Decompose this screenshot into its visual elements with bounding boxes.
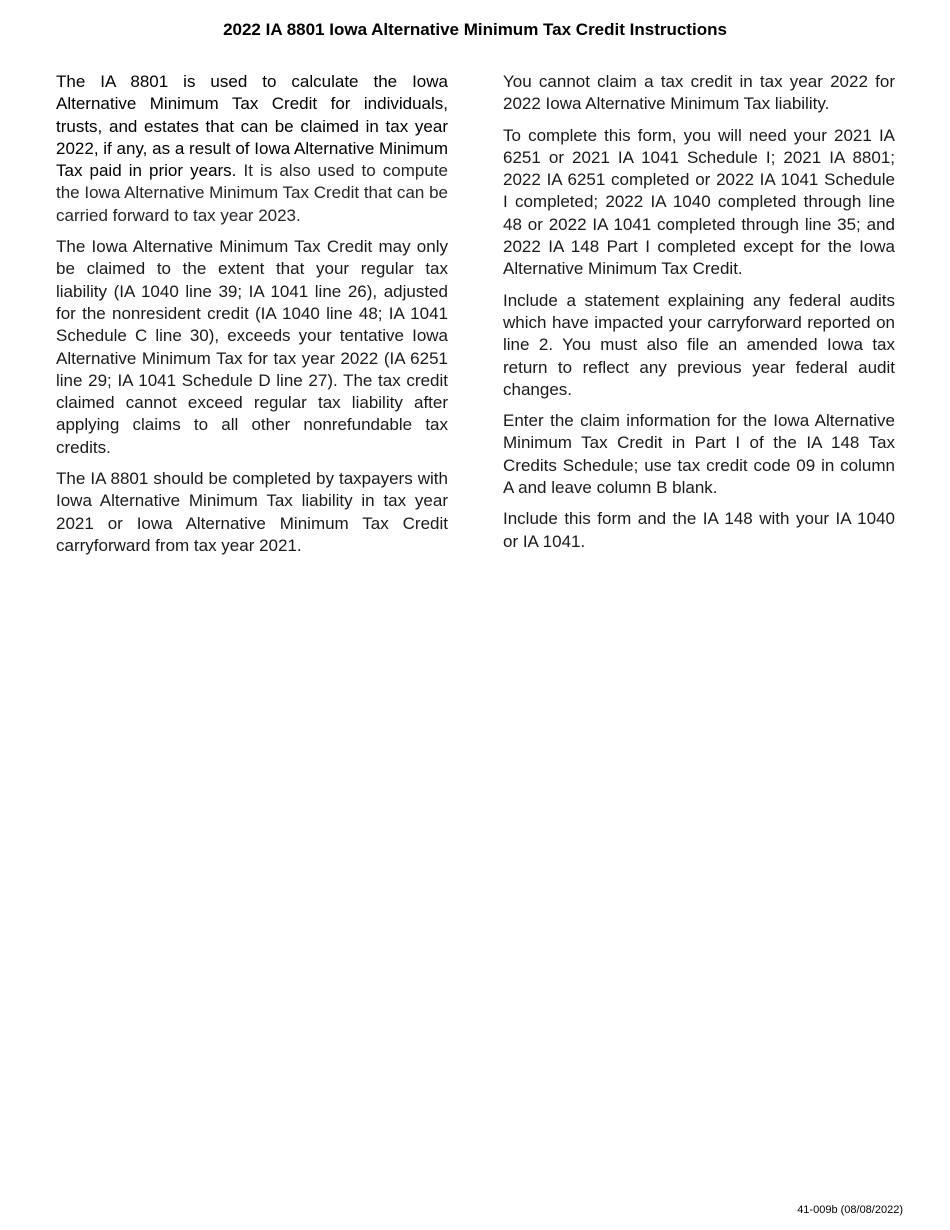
left-column (56, 71, 448, 566)
federal-audit-paragraph: Include a statement explaining any federal audits which have impacted your carryforward reported on line 2. You must also file an amended Iowa tax return to reflect any previous year federal audit changes. (503, 290, 895, 399)
intro-paragraph-emphasis: The IA 8801 is used to calculate the Iowa Alternative Minimum Tax Credit for individuals, trusts, and estates that can be claimed in tax year 2022, if any, as a result of Iowa Alternative Minimum Tax paid in prior years. (56, 72, 448, 181)
intro-paragraph (56, 71, 448, 227)
credit-limit-paragraph: The Iowa Alternative Minimum Tax Credit may only be claimed to the extent that your regular tax liability (IA 1040 line 39; IA 1041 line 26), adjusted for the nonresident credit (IA 1040 line 48; IA 1041 Schedule C line 30), exceeds your tentative Iowa Alternative Minimum Tax for tax year 2022 (IA 6251 line 29; IA 1041 Schedule D line 27). The tax credit claimed cannot exceed regular tax liability after applying claims to all other nonrefundable tax credits. (56, 237, 448, 457)
attachment-paragraph: Include this form and the IA 148 with your IA 1040 or IA 1041. (503, 509, 895, 551)
no-current-year-claim-paragraph: You cannot claim a tax credit in tax year 2022 for 2022 Iowa Alternative Minimum Tax liability. (503, 72, 895, 114)
who-completes-paragraph: The IA 8801 should be completed by taxpayers with Iowa Alternative Minimum Tax liability in tax year 2021 or Iowa Alternative Minimum Tax Credit carryforward from tax year 2021. (56, 469, 448, 555)
form-code: 41-009b (08/08/2022) (797, 1204, 903, 1216)
intro-paragraph-rest: It is also used to compute the Iowa Alternative Minimum Tax Credit that can be carried forward to tax year 2023. (56, 161, 448, 225)
page-title: 2022 IA 8801 Iowa Alternative Minimum Tax Credit Instructions (223, 20, 727, 39)
claim-entry-paragraph: Enter the claim information for the Iowa Alternative Minimum Tax Credit in Part I of the IA 148 Tax Credits Schedule; use tax credit code 09 in column A and leave column B blank. (503, 411, 895, 498)
right-column (503, 71, 895, 562)
required-documents-paragraph: To complete this form, you will need your 2021 IA 6251 or 2021 IA 1041 Schedule I; 2021 IA 8801; 2022 IA 6251 completed or 2022 IA 1041 Schedule I completed; 2022 IA 1040 completed through line 48 or 2022 IA 1041 completed through line 35; and 2022 IA 148 Part I completed except for the Iowa Alternative Minimum Tax Credit. (503, 125, 895, 279)
